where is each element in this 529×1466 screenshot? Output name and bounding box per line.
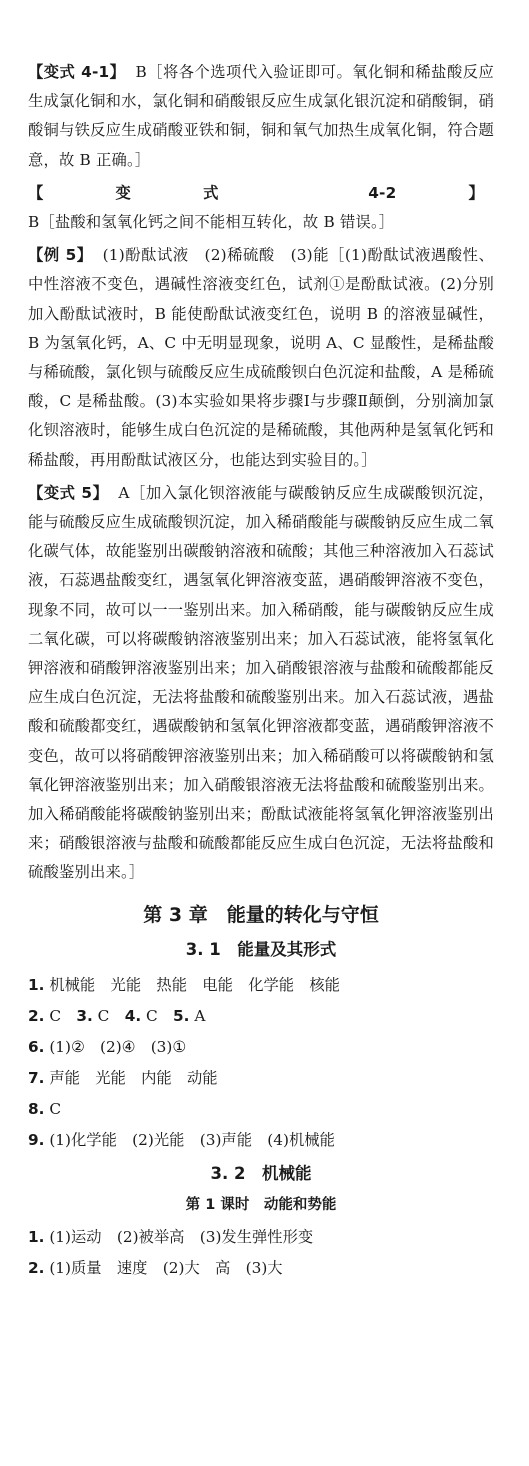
answer-number: 9. <box>28 1130 45 1149</box>
section-title: 3. 2 机械能 <box>210 1163 312 1183</box>
answer-line <box>28 1094 494 1125</box>
answer-line <box>28 1222 494 1253</box>
block-text: A［加入氯化钡溶液能与碳酸钠反应生成碳酸钡沉淀，能与硫酸反应生成硫酸钡沉淀，加入稀硝酸能与碳酸钠反应生成二氧化碳气体，故能鉴别出碳酸钠溶液和硫酸；其他三种溶液加入石蕊试液，石蕊遇盐酸变红，遇氢氧化钾溶液变蓝，遇硝酸钾溶液不变色，现象不同，故可以一一鉴别出来。加入稀硝酸，能与碳酸钠反应生成二氧化碳，可以将碳酸钠溶液鉴别出来；加入石蕊试液，能将氢氧化钾溶液和硝酸钾溶液鉴别出来；加入硝酸银溶液与盐酸和硫酸都能反应生成白色沉淀，无法将盐酸和硫酸鉴别出来。加入石蕊试液，遇盐酸和硫酸都变红，遇碳酸钠和氢氧化钾溶液都变蓝，遇硝酸钾溶液不变色，故可以将硝酸钾溶液鉴别出来；加入稀硝酸可以将碳酸钠和氢氧化钾溶液鉴别出来；加入硝酸银溶液无法将盐酸和硫酸鉴别出来。加入稀硝酸能将碳酸钠鉴别出来；酚酞试液能将氢氧化钾溶液鉴别出来；硝酸银溶液与盐酸和硫酸都能反应生成白色沉淀，无法将盐酸和硫酸鉴别出来。］ <box>28 483 494 882</box>
answer-number: 2. <box>28 1258 45 1277</box>
answer-text: C <box>44 1099 62 1118</box>
block-tag: 【变式 5】 <box>28 483 109 502</box>
block-text: B［将各个选项代入验证即可。氧化铜和稀盐酸反应生成氯化铜和水，氯化铜和硝酸银反应生成氯化银沉淀和硝酸铜，硝酸铜与铁反应生成硝酸亚铁和铜，铜和氧气加热生成氧化铜，符合题意，故 B 正确。］ <box>28 63 494 169</box>
block-text: (1)酚酞试液 (2)稀硫酸 (3)能［(1)酚酞试液遇酸性、中性溶液不变色，遇碱性溶液变红色，试剂①是酚酞试液。(2)分别加入酚酞试液时，B 能使酚酞试液变红色，说明 B 的溶液显碱性，B 为氢氧化钙，A、C 中无明显现象，说明 A、C 显酸性，是稀盐酸与稀硫酸，氯化钡与硫酸反应生成硫酸钡白色沉淀和盐酸，A 是稀硫酸，C 是稀盐酸。(3)本实验如果将步骤Ⅰ与步骤Ⅱ颠倒，分别滴加氯化钡溶液时，能够生成白色沉淀的是稀硫酸，其他两种是氢氧化钙和稀盐酸，再用酚酞试液区分，也能达到实验目的。］ <box>28 246 494 469</box>
answer-number: 7. <box>28 1068 45 1087</box>
answer-block-4-2 <box>28 179 494 237</box>
lesson-title: 第 1 课时 动能和势能 <box>185 1196 337 1213</box>
block-tag: 【变式 4-2】 <box>28 183 484 202</box>
answer-line <box>28 1001 494 1032</box>
answer-line <box>28 1032 494 1063</box>
answer-number: 8. <box>28 1099 45 1118</box>
answer-block-4-1 <box>28 58 494 175</box>
answer-line <box>28 1063 494 1094</box>
chapter-title: 第 3 章 能量的转化与守恒 <box>143 903 379 926</box>
answer-text: C <box>141 1006 174 1025</box>
block-tag: 【变式 4-1】 <box>28 63 126 81</box>
block-text: B［盐酸和氢氧化钙之间不能相互转化，故 B 错误。］ <box>28 213 395 232</box>
answer-text: A <box>189 1006 206 1025</box>
answer-number: 1. <box>28 975 45 994</box>
answer-text: 声能 光能 内能 动能 <box>44 1068 218 1087</box>
answer-block-example-5 <box>28 241 494 475</box>
answer-number: 2. <box>28 1006 45 1025</box>
answer-text: (1)质量 速度 (2)大 高 (3)大 <box>44 1258 283 1277</box>
answer-text: C <box>44 1006 77 1025</box>
answer-text: 机械能 光能 热能 电能 化学能 核能 <box>44 975 340 994</box>
answer-page <box>28 58 494 1284</box>
answer-number: 5. <box>173 1006 190 1025</box>
answer-number: 1. <box>28 1227 45 1246</box>
section-title: 3. 1 能量及其形式 <box>185 939 337 959</box>
answer-block-5 <box>28 479 494 888</box>
answer-text: (1)② (2)④ (3)① <box>44 1037 187 1056</box>
answer-line <box>28 1253 494 1284</box>
answer-text: (1)运动 (2)被举高 (3)发生弹性形变 <box>44 1227 314 1246</box>
answer-line <box>28 970 494 1001</box>
answer-number: 4. <box>124 1006 142 1025</box>
answer-number: 3. <box>76 1006 93 1025</box>
answer-number: 6. <box>28 1037 45 1056</box>
block-tag: 【例 5】 <box>28 246 93 265</box>
answer-text: C <box>92 1006 125 1025</box>
answer-line <box>28 1125 494 1156</box>
answer-text: (1)化学能 (2)光能 (3)声能 (4)机械能 <box>44 1130 335 1149</box>
